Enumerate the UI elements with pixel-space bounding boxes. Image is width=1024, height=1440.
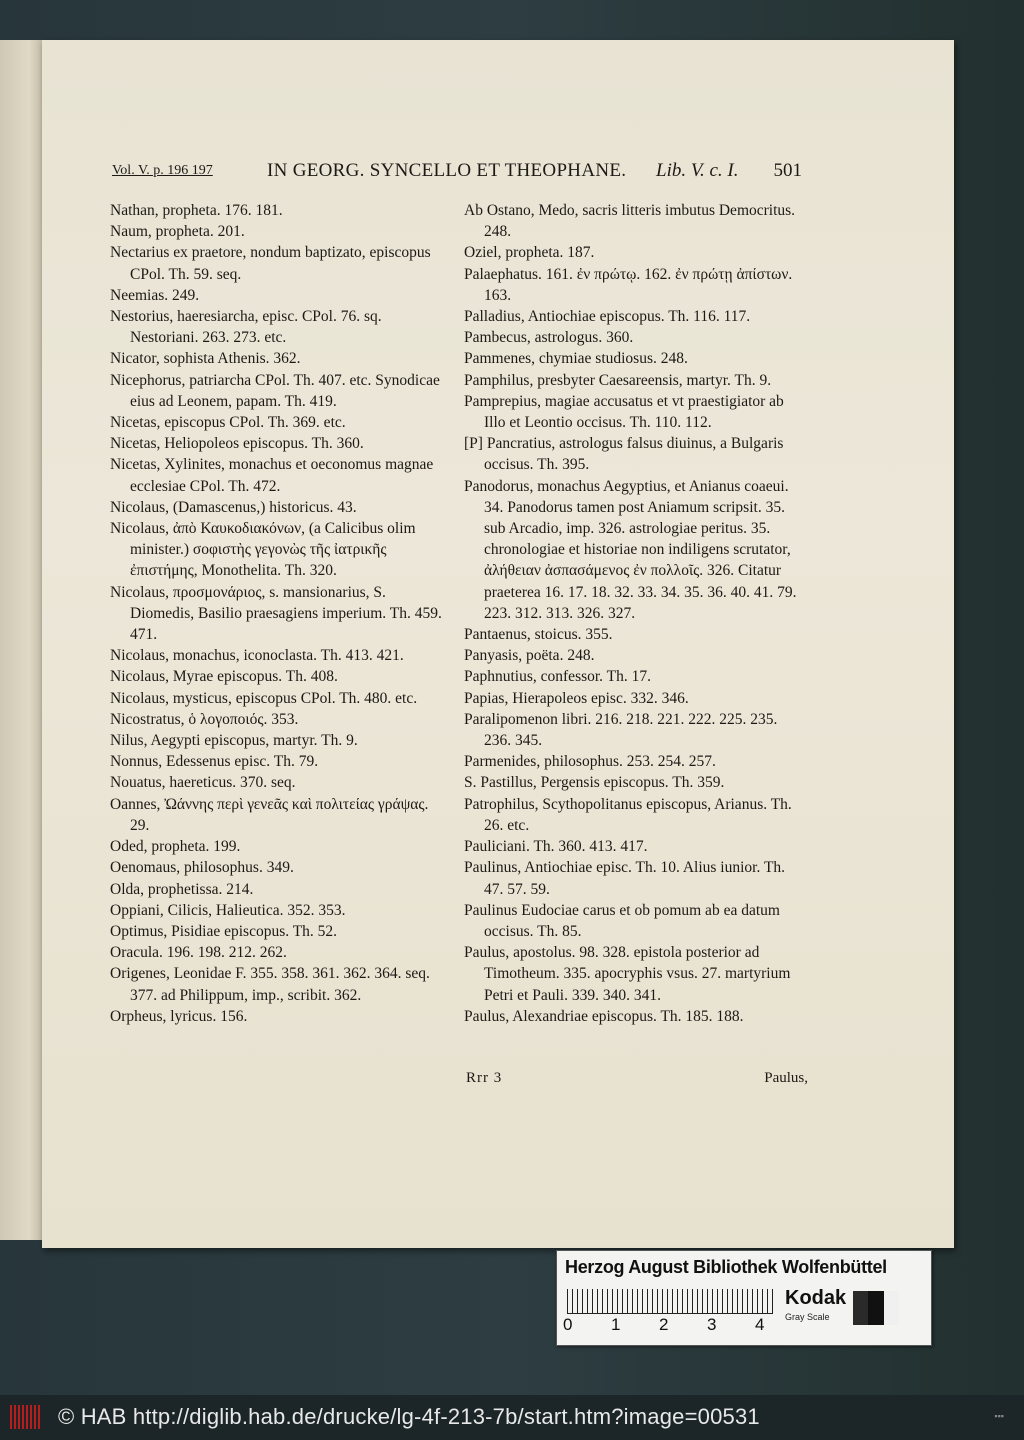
index-entry: Palladius, Antiochiae episcopus. Th. 116. 117. (464, 308, 751, 326)
index-entry: Oppiani, Cilicis, Halieutica. 352. 353. (110, 901, 346, 919)
library-name: Herzog August Bibliothek Wolfenbüttel (565, 1257, 887, 1277)
signature-mark: Rrr 3 (466, 1070, 503, 1086)
index-entry: Oziel, propheta. 187. (464, 244, 595, 262)
index-entry: Nilus, Aegypti episcopus, martyr. Th. 9. (110, 732, 358, 750)
archive-color-card (556, 1250, 932, 1346)
kodak-label (785, 1287, 846, 1322)
index-entry: Oenomaus, philosophus. 349. (110, 859, 294, 877)
index-entry: Pamphilus, presbyter Caesareensis, martyr. Th. 9. (464, 371, 772, 389)
index-entry: Nicolaus, προσμονάριος, s. mansionarius, S. Diomedis, Basilio praesagiens imperium. Th. 459. 471. (110, 583, 442, 644)
index-entry: Nicetas, Heliopoleos episcopus. Th. 360. (110, 435, 364, 453)
index-entry: Olda, prophetissa. 214. (110, 880, 254, 898)
gray-patch (853, 1291, 868, 1325)
ruler-scale (567, 1289, 773, 1314)
index-entry: Nicostratus, ὁ λογοποιός. 353. (110, 710, 299, 728)
source-link[interactable]: © HAB http://diglib.hab.de/drucke/lg-4f-213-7b/start.htm?image=00531 (58, 1404, 760, 1429)
index-entry: Pammenes, chymiae studiosus. 248. (464, 350, 688, 368)
index-entry: Paulus, apostolus. 98. 328. epistola posterior ad Timotheum. 335. apocryphis vsus. 27. martyrium Petri et Pauli. 339. 340. 341. (464, 944, 791, 1004)
index-entry: Nicetas, episcopus CPol. Th. 369. etc. (110, 414, 346, 432)
index-entry: Nicetas, Xylinites, monachus et oeconomus magnae ecclesiae CPol. Th. 472. (110, 456, 434, 495)
index-entry: Patrophilus, Scythopolitanus episcopus, Arianus. Th. 26. etc. (464, 795, 792, 834)
ruler-label: 4 (755, 1315, 765, 1334)
ruler-label: 0 (563, 1315, 573, 1334)
kodak-brand: Kodak (785, 1287, 847, 1309)
index-entry: Nectarius ex praetore, nondum baptizato, episcopus CPol. Th. 59. seq. (110, 244, 431, 283)
index-entry: Nicator, sophista Athenis. 362. (110, 350, 301, 368)
index-entry: Nicolaus, monachus, iconoclasta. Th. 413. 421. (110, 647, 404, 665)
index-entry: Oannes, Ὠάννης περὶ γενεᾶς καὶ πολιτείας γράψας. 29. (110, 795, 429, 834)
index-entry: Pauliciani. Th. 360. 413. 417. (464, 838, 648, 856)
ruler-label: 1 (611, 1315, 621, 1334)
index-entry: Paulinus, Antiochiae episc. Th. 10. Alius iunior. Th. 47. 57. 59. (464, 859, 786, 898)
index-entry: Parmenides, philosophus. 253. 254. 257. (464, 753, 716, 771)
kodak-subtitle: Gray Scale (785, 1312, 830, 1322)
index-entry: Optimus, Pisidiae episcopus. Th. 52. (110, 922, 338, 940)
index-entry: [P] Pancratius, astrologus falsus diuinus, a Bulgaris occisus. Th. 395. (464, 435, 784, 474)
index-entry: Nicolaus, ἀπὸ Καυκοδιακόνων, (a Calicibus olim minister.) σοφιστὴς γεγονὼς τῆς ἰατρικῆς ἐπιστήμης, Monothelita. Th. 320. (110, 520, 416, 580)
book-chapter: Lib. V. c. I. (656, 160, 739, 181)
page-number: 501 (773, 160, 802, 181)
corner-marks: ▪▪▪ (994, 1411, 1004, 1421)
index-entry: Paralipomenon libri. 216. 218. 221. 222. 225. 235. 236. 345. (464, 710, 778, 750)
index-entry: Nouatus, haereticus. 370. seq. (110, 774, 296, 792)
hab-logo-icon (10, 1405, 40, 1429)
index-entry: S. Pastillus, Pergensis episcopus. Th. 359. (464, 774, 725, 792)
index-entry: Nonnus, Edessenus episc. Th. 79. (110, 753, 319, 771)
index-entry: Papias, Hierapoleos episc. 332. 346. (464, 689, 689, 707)
running-header (112, 160, 802, 186)
index-entry: Paulus, Alexandriae episcopus. Th. 185. 188. (464, 1007, 744, 1025)
index-entry: Nicolaus, (Damascenus,) historicus. 43. (110, 498, 357, 516)
gray-patch (884, 1291, 899, 1325)
ruler-label: 3 (707, 1315, 717, 1334)
index-entry: Nicephorus, patriarcha CPol. Th. 407. etc. Synodicae eius ad Leonem, papam. Th. 419. (110, 371, 440, 410)
index-entry: Panyasis, poëta. 248. (464, 647, 595, 665)
index-entry: Ab Ostano, Medo, sacris litteris imbutus Democritus. 248. (464, 202, 796, 241)
index-entry: Pambecus, astrologus. 360. (464, 329, 634, 347)
index-entry: Origenes, Leonidae F. 355. 358. 361. 362. 364. seq. 377. ad Philippum, imp., scribit. 362. (110, 965, 430, 1004)
index-entry: Oded, propheta. 199. (110, 838, 241, 856)
ruler-label: 2 (659, 1315, 669, 1334)
index-entry: Pantaenus, stoicus. 355. (464, 626, 613, 644)
header-title: IN GEORG. SYNCELLO ET THEOPHANE. (267, 160, 627, 181)
index-entry: Orpheus, lyricus. 156. (110, 1007, 248, 1025)
index-entry: Pamprepius, magiae accusatus et vt praestigiator ab Illo et Leontio occisus. Th. 110. 112. (464, 392, 784, 432)
page-footer (466, 1070, 808, 1092)
index-entry: Nestorius, haeresiarcha, episc. CPol. 76. sq. Nestoriani. 263. 273. etc. (110, 308, 382, 347)
index-entry: Nicolaus, mysticus, episcopus CPol. Th. 480. etc. (110, 689, 418, 707)
index-entry: Paulinus Eudociae carus et ob pomum ab ea datum occisus. Th. 85. (464, 901, 780, 940)
index-entry: Nathan, propheta. 176. 181. (110, 202, 283, 219)
index-entry: Palaephatus. 161. ἐν πρώτῳ. 162. ἐν πρώτῃ ἀπίστων. 163. (464, 265, 793, 304)
copyright-bar (0, 1395, 1024, 1440)
index-column-left (110, 200, 450, 1027)
index-entry: Paphnutius, confessor. Th. 17. (464, 668, 651, 686)
index-entry: Naum, propheta. 201. (110, 223, 245, 241)
catchword: Paulus, (764, 1070, 808, 1086)
index-entry: Neemias. 249. (110, 286, 200, 304)
index-entry: Oracula. 196. 198. 212. 262. (110, 944, 287, 962)
index-entry: Nicolaus, Myrae episcopus. Th. 408. (110, 668, 338, 686)
gray-patch (868, 1291, 883, 1325)
gray-scale-patches (853, 1291, 899, 1325)
index-entry: Panodorus, monachus Aegyptius, et Anianus coaeui. 34. Panodorus tamen post Aniamum scripsit. 35. sub Arcadio, imp. 326. astrologiae peritus. 35. chronologiae et historiae non indiligens scrutator, ἀλήθειαν ἀσπασάμενος ἐν πολλοῖς. 326. Citatur praeterea 16. 17. 18. 32. 33. 34. 35. 36. 40. 41. 79. 223. 312. 313. 326. 327. (464, 477, 797, 622)
volume-reference: Vol. V. p. 196 197 (112, 163, 213, 178)
index-column-right (464, 200, 808, 1027)
